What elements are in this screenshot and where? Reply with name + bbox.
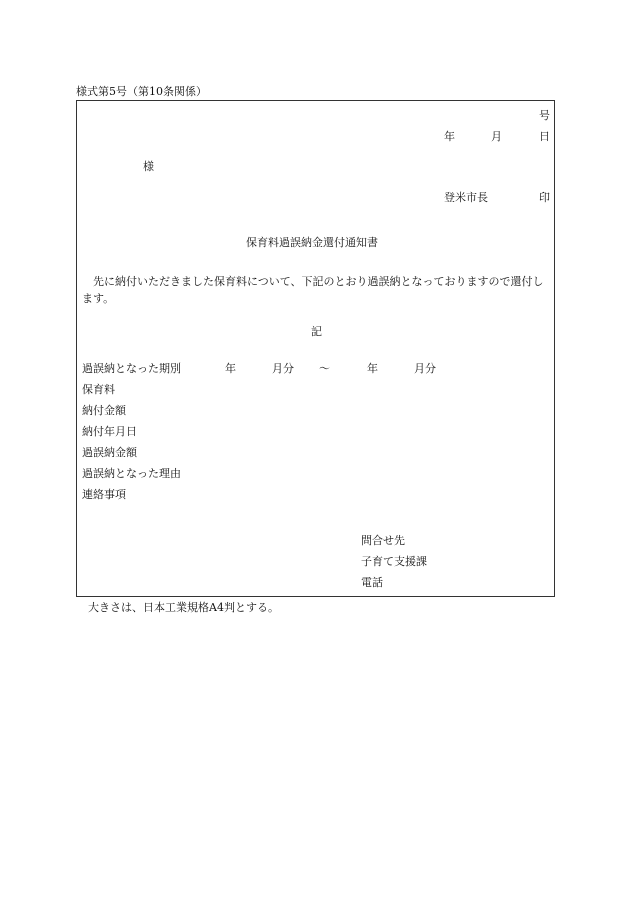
item-paid-amount: 納付金額: [82, 404, 126, 417]
item-paid-date: 納付年月日: [82, 425, 137, 438]
month-label: 月: [491, 130, 502, 143]
period-to-month: 月分: [414, 362, 436, 375]
seal-mark: 印: [539, 191, 550, 204]
contact-heading: 問合せ先: [361, 534, 405, 547]
document-title: 保育料過誤納金還付通知書: [246, 236, 378, 249]
number-label: 号: [539, 109, 550, 122]
period-from-year: 年: [225, 362, 236, 375]
body-text: 先に納付いただきました保育料について、下記のとおり過誤納となっておりますので還付します。: [82, 275, 544, 305]
day-label: 日: [539, 130, 550, 143]
period-to-year: 年: [367, 362, 378, 375]
ki-heading: 記: [311, 325, 322, 338]
period-from-month: 月分: [272, 362, 294, 375]
issuer-name: 登米市長: [444, 191, 488, 204]
contact-department: 子育て支援課: [361, 555, 427, 568]
item-remarks: 連絡事項: [82, 488, 126, 501]
period-tilde: 〜: [319, 362, 330, 375]
contact-phone-label: 電話: [361, 576, 383, 589]
form-label: 様式第5号（第10条関係）: [76, 85, 207, 98]
item-fee: 保育料: [82, 383, 115, 396]
item-overpaid-reason: 過誤納となった理由: [82, 467, 181, 480]
period-label: 過誤納となった期別: [82, 362, 181, 375]
year-label: 年: [444, 130, 455, 143]
body-paragraph: [82, 273, 552, 307]
footnote: 大きさは、日本工業規格A4判とする。: [88, 601, 279, 614]
addressee-suffix: 様: [143, 160, 154, 173]
item-overpaid-amount: 過誤納金額: [82, 446, 137, 459]
notice-frame: [76, 100, 555, 597]
